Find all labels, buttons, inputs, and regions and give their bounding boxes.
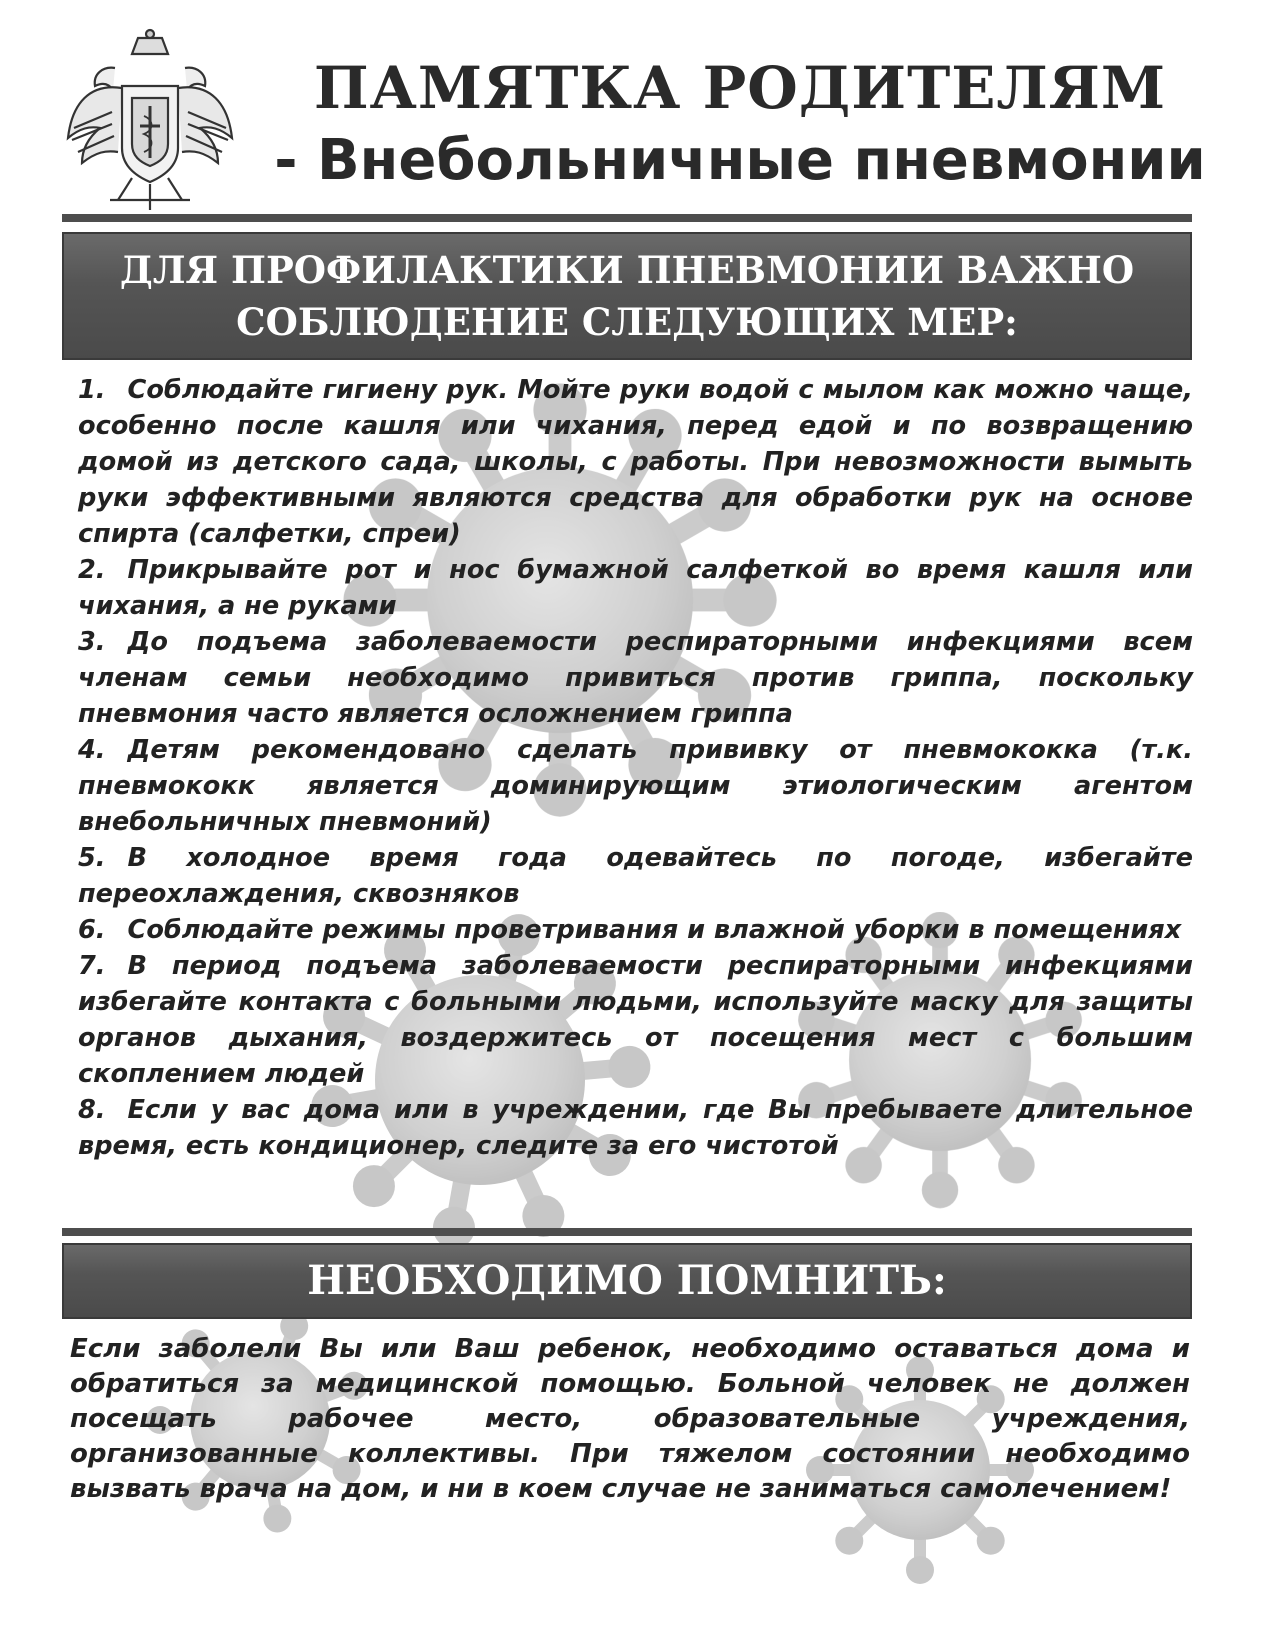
list-item-number: 4. — [78, 735, 106, 765]
list-item-number: 1. — [78, 375, 106, 405]
list-item-number: 5. — [78, 843, 106, 873]
list-item-text: В период подъема заболеваемости респираторными инфекциями избегайте контакта с больными людьми, используйте маску для защиты органов дыхания, воздержитесь от посещения мест с большим скоплением людей — [78, 951, 1193, 1089]
prevention-heading-banner — [62, 232, 1192, 360]
list-item-text: Соблюдайте гигиену рук. Мойте руки водой с мылом как можно чаще, особенно после кашля или чихания, перед едой и по возвращению домой из детского сада, школы, с работы. При невозможности вымыть руки эффективными являются средства для обработки рук на основе спирта (салфетки, спреи) — [78, 375, 1193, 549]
list-item — [78, 912, 1193, 948]
list-item-number: 7. — [78, 951, 106, 981]
remember-paragraph: Если заболели Вы или Ваш ребенок, необходимо оставаться дома и обратиться за медицинской помощью. Больной человек не должен посещать рабочее место, образовательные учреждения, организованные коллективы. При тяжелом состоянии необходимо вызвать врача на дом, и ни в коем случае не заниматься самолечением! — [70, 1334, 1190, 1504]
page-title-line1: ПАМЯТКА РОДИТЕЛЯМ — [313, 54, 1167, 122]
list-item — [78, 732, 1193, 840]
prevention-heading-line2: СОБЛЮДЕНИЕ СЛЕДУЮЩИХ МЕР: — [236, 300, 1018, 344]
eagle-emblem-icon — [60, 28, 240, 218]
remember-heading-banner: НЕОБХОДИМО ПОМНИТЬ: — [62, 1243, 1192, 1319]
list-item — [78, 372, 1193, 552]
list-item — [78, 948, 1193, 1092]
divider-rule — [62, 1228, 1192, 1236]
list-item — [78, 552, 1193, 624]
list-item-number: 6. — [78, 915, 106, 945]
list-item-number: 2. — [78, 555, 106, 585]
list-item-text: В холодное время года одевайтесь по погоде, избегайте переохлаждения, сквозняков — [78, 843, 1193, 909]
list-item-text: Прикрывайте рот и нос бумажной салфеткой во время кашля или чихания, а не руками — [78, 555, 1193, 621]
list-item-text: Если у вас дома или в учреждении, где Вы пребываете длительное время, есть кондиционер, следите за его чистотой — [78, 1095, 1193, 1161]
prevention-measures-list — [78, 372, 1193, 1164]
page-title — [260, 52, 1220, 198]
list-item-text: Детям рекомендовано сделать прививку от пневмококка (т.к. пневмококк является доминирующим этиологическим агентом внебольничных пневмоний) — [78, 735, 1193, 837]
list-item-text: До подъема заболеваемости респираторными инфекциями всем членам семьи необходимо привиться против гриппа, поскольку пневмония часто является осложнением гриппа — [78, 627, 1193, 729]
list-item — [78, 1092, 1193, 1164]
page-title-line2: - Внебольничные пневмонии — [274, 128, 1206, 193]
divider-rule — [62, 214, 1192, 222]
list-item-number: 3. — [78, 627, 106, 657]
list-item — [78, 624, 1193, 732]
list-item — [78, 840, 1193, 912]
list-item-number: 8. — [78, 1095, 106, 1125]
prevention-heading-line1: ДЛЯ ПРОФИЛАКТИКИ ПНЕВМОНИИ ВАЖНО — [119, 248, 1135, 292]
list-item-text: Соблюдайте режимы проветривания и влажной уборки в помещениях — [127, 915, 1182, 945]
